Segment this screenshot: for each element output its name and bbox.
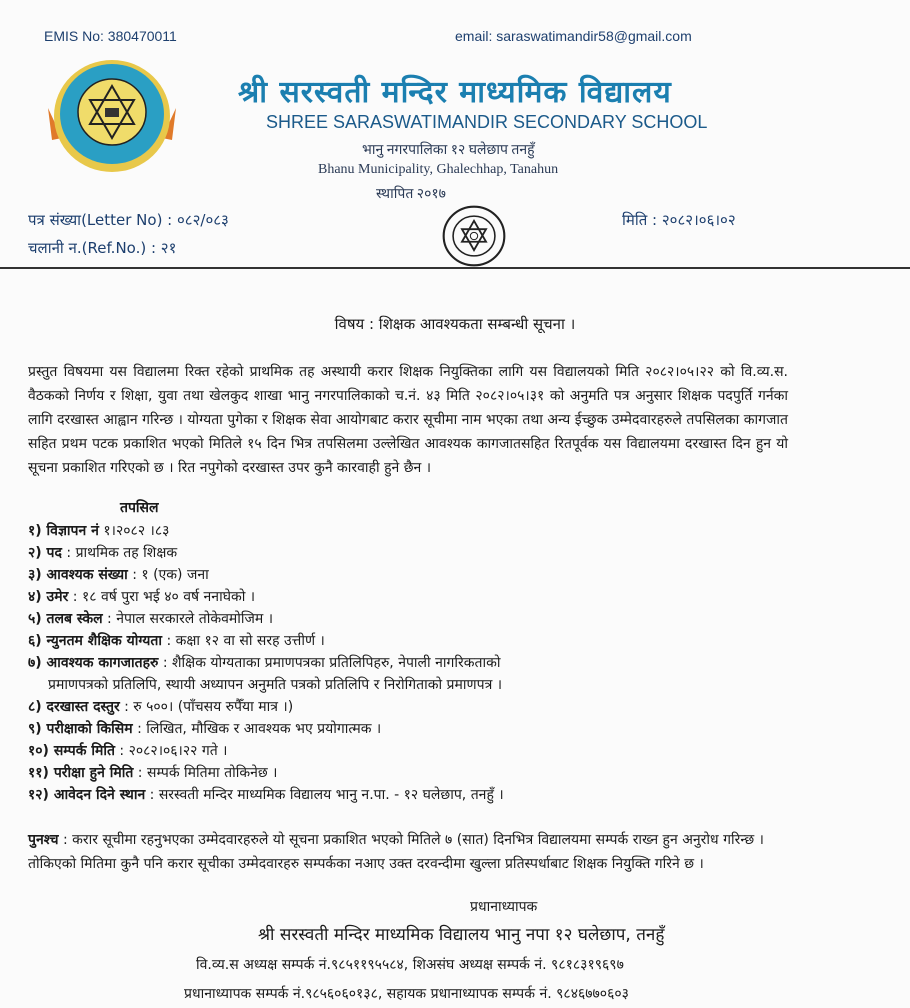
detail-label: १२) आवेदन दिने स्थान	[28, 787, 146, 803]
detail-label: ३) आवश्यक संख्या	[28, 567, 128, 583]
detail-label: ९) परीक्षाको किसिम	[28, 721, 133, 737]
detail-value: : सरस्वती मन्दिर माध्यमिक विद्यालय भानु न.पा. - १२ घलेछाप, तनहुँ ।	[145, 787, 504, 803]
signatory-school: श्री सरस्वती मन्दिर माध्यमिक विद्यालय भानु नपा १२ घलेछाप, तनहुँ	[258, 925, 665, 945]
detail-item	[28, 784, 828, 806]
detail-item	[28, 520, 828, 542]
detail-value: : १ (एक) जना	[127, 567, 209, 583]
detail-item	[28, 630, 828, 652]
detail-value: १।२०८२ ।८३	[98, 523, 170, 539]
detail-value: : नेपाल सरकारले तोकेवमोजिम ।	[102, 611, 274, 627]
established-year: स्थापित २०१७	[376, 187, 446, 202]
detail-label: ६) न्युनतम शैक्षिक योग्यता	[28, 633, 163, 649]
detail-item	[28, 696, 828, 718]
detail-label: ७) आवश्यक कागजातहरु	[28, 655, 159, 671]
detail-label: २) पद	[28, 545, 62, 561]
contact-line-1: वि.व्य.स अध्यक्ष सम्पर्क नं.९८५११९५५८४, शिअसंघ अध्यक्ष सम्पर्क नं. ९८१८३१९६९७	[196, 957, 624, 973]
header-divider	[0, 267, 910, 269]
detail-value: : शैक्षिक योग्यताका प्रमाणपत्रका प्रतिलिपिहरु, नेपाली नागरिकताको	[158, 655, 501, 671]
subject-line: विषय : शिक्षक आवश्यकता सम्बन्धी सूचना ।	[334, 315, 576, 333]
details-heading: तपसिल	[120, 500, 159, 516]
detail-value: : १८ वर्ष पुरा भई ४० वर्ष ननाघेको ।	[68, 589, 256, 605]
detail-label: ५) तलब स्केल	[28, 611, 103, 627]
signatory-title: प्रधानाध्यापक	[470, 899, 538, 915]
school-name-nepali: श्री सरस्वती मन्दिर माध्यमिक विद्यालय	[238, 75, 672, 110]
school-name-english: SHREE SARASWATIMANDIR SECONDARY SCHOOL	[266, 112, 708, 132]
contact-line-2: प्रधानाध्यापक सम्पर्क नं.९८५६०६०१३८, सहायक प्रधानाध्यापक सम्पर्क नं. ९८४६७७०६०३	[184, 986, 629, 1002]
school-stamp	[440, 204, 508, 268]
postscript-label: पुनश्च	[28, 832, 59, 848]
detail-item	[28, 762, 828, 784]
reference-number: चलानी न.(Ref.No.) : २१	[28, 239, 177, 257]
postscript	[28, 828, 788, 876]
detail-value: : २०८२।०६।२२ गते ।	[114, 743, 228, 759]
detail-value: : रु ५००। (पाँचसय रुपैँया मात्र ।)	[119, 699, 294, 715]
detail-label: १) विज्ञापन नं	[28, 523, 99, 539]
notice-body: प्रस्तुत विषयमा यस विद्यालमा रिक्त रहेको प्राथमिक तह अस्थायी करार शिक्षक नियुक्तिका लागि यस विद्यालयको मिति २०८२।०५।२२ को वि.व्य.स. वैठकको निर्णय र शिक्षा, युवा तथा खेलकुद शाखा भानु नगरपालिकाको च.नं. ४३ मिति २०८२।०५।३१ को अनुमति पत्र अनुसार शिक्षक पदपुर्ति गर्नका लागि दरखास्त आह्वान गरिन्छ । योग्यता पुगेका र शिक्षक सेवा आयोगबाट करार सूचीमा नाम भएका तथा अन्य ईच्छुक उम्मेदवारहरुले तपसिलका कागजात सहित प्रथम पटक प्रकाशित भएको मितिले १५ दिन भित्र तपसिलमा उल्लेखित आवश्यक कागजातसहित रितपूर्वक यस विद्यालयमा दरखास्त दिन हुन यो सूचना प्रकाशित गरिएको छ । रित नपुगेको दरखास्त उपर कुनै कारवाही हुने छैन ।	[28, 364, 788, 476]
address-english: Bhanu Municipality, Ghalechhap, Tanahun	[318, 162, 559, 177]
detail-item	[28, 608, 828, 630]
email: email: saraswatimandir58@gmail.com	[455, 28, 692, 44]
address-nepali: भानु नगरपालिका १२ घलेछाप तनहुँ	[362, 143, 535, 158]
detail-value: : सम्पर्क मितिमा तोकिनेछ ।	[133, 765, 278, 781]
detail-value: : लिखित, मौखिक र आवश्यक भए प्रयोगात्मक ।	[132, 721, 382, 737]
detail-label: ८) दरखास्त दस्तुर	[28, 699, 120, 715]
detail-item	[28, 564, 828, 586]
detail-value: : कक्षा १२ वा सो सरह उत्तीर्ण ।	[162, 633, 325, 649]
detail-item	[28, 652, 828, 674]
detail-item	[28, 586, 828, 608]
detail-continuation: प्रमाणपत्रको प्रतिलिपि, स्थायी अध्यापन अनुमति पत्रको प्रतिलिपि र निरोगिताको प्रमाणपत्र ।	[48, 677, 503, 693]
detail-label: ११) परीक्षा हुने मिति	[28, 765, 134, 781]
letter-number: पत्र संख्या(Letter No) : ०८२/०८३	[28, 211, 229, 229]
detail-label: ४) उमेर	[28, 589, 69, 605]
details-list	[28, 520, 828, 806]
detail-item	[28, 718, 828, 740]
detail-item	[28, 740, 828, 762]
school-logo	[42, 58, 182, 176]
detail-label: १०) सम्पर्क मिति	[28, 743, 115, 759]
letter-date: मिति : २०८२।०६।०२	[622, 211, 736, 229]
detail-item	[28, 542, 828, 564]
detail-value: : प्राथमिक तह शिक्षक	[61, 545, 178, 561]
emis-number: EMIS No: 380470011	[44, 28, 177, 44]
postscript-text: : करार सूचीमा रहनुभएका उम्मेदवारहरुले यो सूचना प्रकाशित भएको मितिले ७ (सात) दिनभित्र विद्यालयमा सम्पर्क राख्न हुन अनुरोध गरिन्छ । तोकिएको मितिमा कुनै पनि करार सूचीका उम्मेदवारहरु सम्पर्कका नआए उक्त दरवन्दीमा खुल्ला प्रतिस्पर्धाबाट शिक्षक नियुक्ति गरिने छ ।	[28, 832, 764, 872]
